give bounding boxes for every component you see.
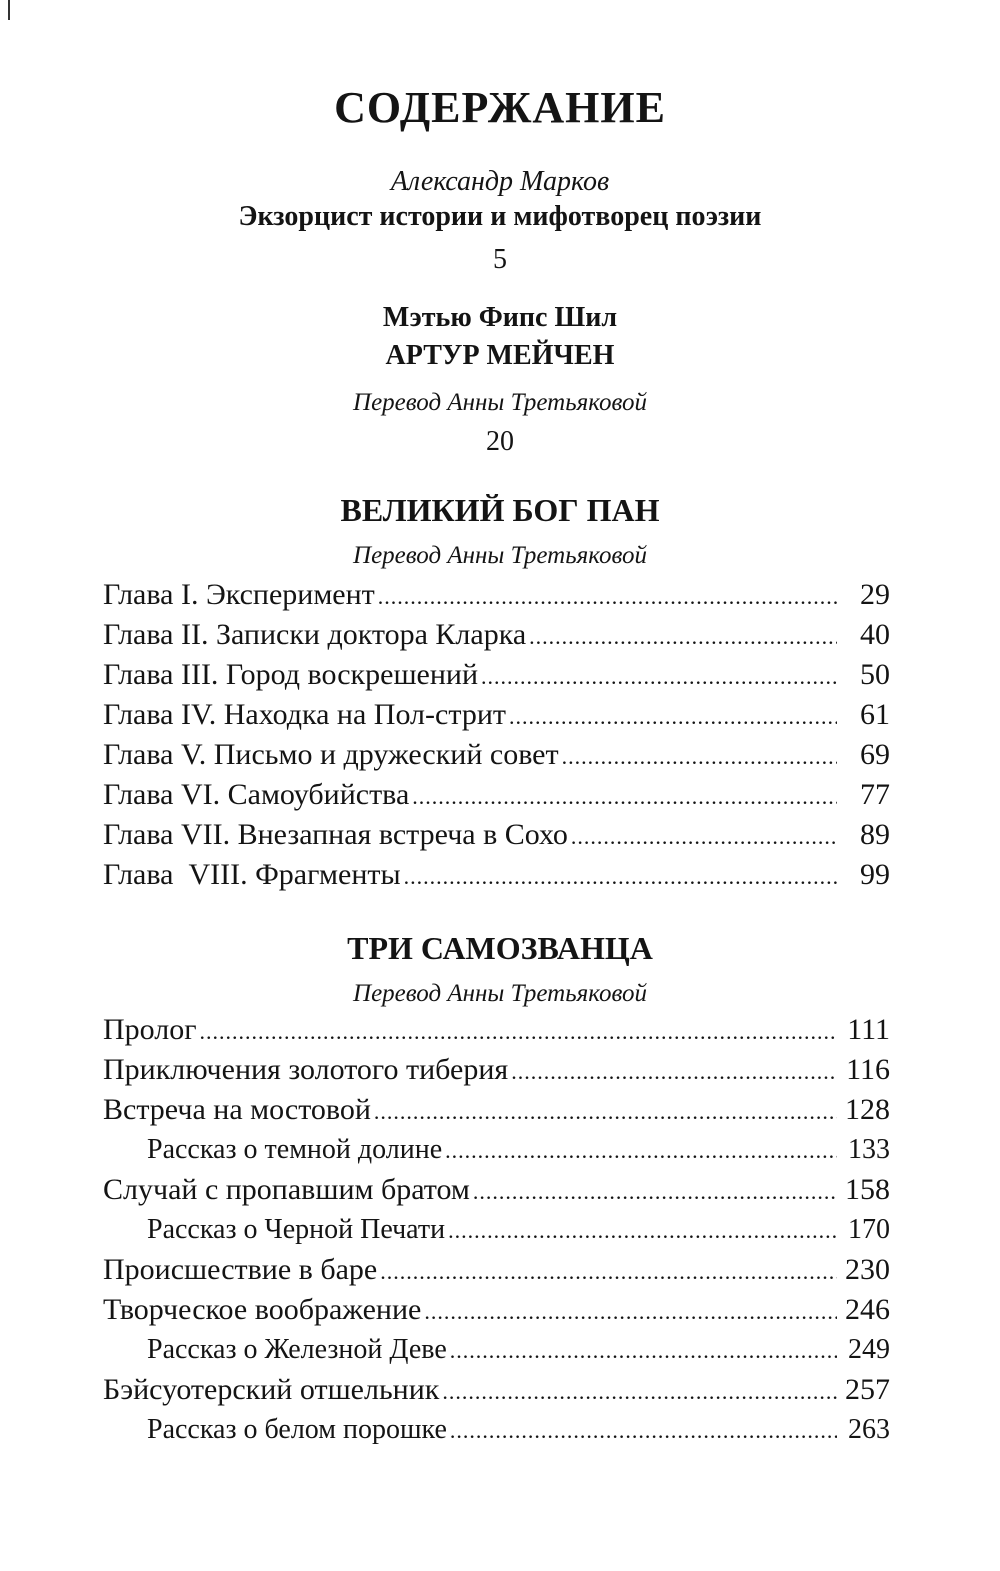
toc-entry-page: 246 (845, 1293, 890, 1326)
toc-entry (103, 1090, 890, 1130)
toc-entry (103, 575, 890, 615)
toc-entry (103, 735, 890, 775)
essay-translator: Перевод Анны Третьяковой (353, 389, 647, 416)
toc-entry-page: 116 (846, 1053, 890, 1086)
toc-entry-title: Случай с пропавшим братом (103, 1173, 470, 1206)
toc-entry-title: Творческое воображение (103, 1293, 422, 1326)
toc-entry-page: 99 (860, 858, 890, 891)
toc-entry-title: Глава VII. Внезапная встреча в Сохо (103, 818, 568, 851)
toc-subentry (103, 1130, 890, 1170)
toc-entry-page: 69 (860, 738, 890, 771)
toc-entry (103, 1010, 890, 1050)
section-title: ВЕЛИКИЙ БОГ ПАН (340, 492, 660, 528)
toc-entry-page: 40 (860, 618, 890, 651)
toc-entry (103, 1250, 890, 1290)
toc-entry-page: 158 (845, 1173, 890, 1206)
toc-entry-title: Рассказ о Железной Деве (147, 1334, 447, 1365)
toc-entry-page: 77 (860, 778, 890, 811)
toc-entry (103, 1050, 890, 1090)
toc-entry-page: 133 (848, 1134, 890, 1165)
toc-entry (103, 775, 890, 815)
section-translator: Перевод Анны Третьяковой (353, 542, 647, 569)
toc-entry-page: 257 (845, 1373, 890, 1406)
toc-dot-leader (529, 617, 837, 657)
toc-entry (103, 655, 890, 695)
intro-page: 5 (493, 244, 507, 275)
toc-entry-title: Глава VIII. Фрагменты (103, 858, 401, 891)
toc-subentry (103, 1330, 890, 1370)
toc-entry-title: Пролог (103, 1013, 197, 1046)
toc-entry-title: Приключения золотого тиберия (103, 1053, 509, 1086)
toc-entry (103, 815, 890, 855)
toc-entry-title: Бэйсуотерский отшельник (103, 1373, 440, 1406)
toc-entry-title: Глава VI. Самоубийства (103, 778, 410, 811)
essay-author: Мэтью Фипс Шил (382, 302, 618, 333)
essay-page: 20 (486, 426, 514, 457)
toc-entry (103, 1370, 890, 1410)
toc-dot-leader (473, 1172, 837, 1212)
toc-entry-page: 170 (848, 1214, 890, 1245)
toc-dot-leader (442, 1372, 837, 1412)
section-translator: Перевод Анны Третьяковой (353, 980, 647, 1007)
intro-author: Александр Марков (390, 166, 610, 197)
toc-dot-leader (481, 657, 837, 697)
toc-subentry (103, 1210, 890, 1250)
essay-title: АРТУР МЕЙЧЕН (385, 340, 615, 371)
scan-corner-mark (8, 0, 10, 20)
toc-entry-page: 230 (845, 1253, 890, 1286)
toc-entry-page: 111 (847, 1013, 890, 1046)
toc-dot-leader (424, 1292, 837, 1332)
toc-entry-title: Глава V. Письмо и дружеский совет (103, 738, 559, 771)
toc-dot-leader (404, 857, 837, 897)
toc-dot-leader (562, 737, 837, 777)
toc-subentry (103, 1410, 890, 1450)
toc-dot-leader (374, 1092, 837, 1132)
toc-list-section-1 (103, 575, 890, 895)
toc-entry-title: Глава IV. Находка на Пол-стрит (103, 698, 506, 731)
toc-entry (103, 1290, 890, 1330)
toc-entry-title: Рассказ о белом порошке (147, 1414, 447, 1445)
toc-entry (103, 855, 890, 895)
toc-dot-leader (378, 577, 837, 617)
toc-entry-page: 50 (860, 658, 890, 691)
toc-entry-page: 263 (848, 1414, 890, 1445)
toc-entry-page: 89 (860, 818, 890, 851)
section-title: ТРИ САМОЗВАНЦА (347, 930, 653, 966)
toc-dot-leader (450, 1331, 837, 1371)
toc-entry-page: 249 (848, 1334, 890, 1365)
toc-dot-leader (571, 817, 837, 857)
toc-entry-page: 128 (845, 1093, 890, 1126)
page-title: СОДЕРЖАНИЕ (334, 83, 666, 132)
toc-entry-title: Глава I. Эксперимент (103, 578, 375, 611)
toc-dot-leader (448, 1211, 837, 1251)
toc-dot-leader (509, 697, 837, 737)
toc-entry-title: Встреча на мостовой (103, 1093, 371, 1126)
toc-dot-leader (450, 1411, 837, 1451)
toc-entry (103, 615, 890, 655)
toc-entry-page: 61 (860, 698, 890, 731)
toc-dot-leader (445, 1131, 837, 1171)
intro-title: Экзорцист истории и мифотворец поэзии (238, 201, 762, 232)
toc-entry-title: Глава III. Город воскрешений (103, 658, 479, 691)
toc-entry-page: 29 (860, 578, 890, 611)
toc-dot-leader (380, 1252, 837, 1292)
toc-dot-leader (511, 1052, 837, 1092)
toc-entry (103, 695, 890, 735)
toc-list-section-2 (103, 1010, 890, 1450)
toc-entry-title: Рассказ о темной долине (147, 1134, 443, 1165)
toc-entry-title: Рассказ о Черной Печати (147, 1214, 446, 1245)
toc-entry-title: Глава II. Записки доктора Кларка (103, 618, 527, 651)
toc-entry (103, 1170, 890, 1210)
toc-dot-leader (200, 1012, 837, 1052)
toc-dot-leader (412, 777, 837, 817)
toc-entry-title: Происшествие в баре (103, 1253, 378, 1286)
